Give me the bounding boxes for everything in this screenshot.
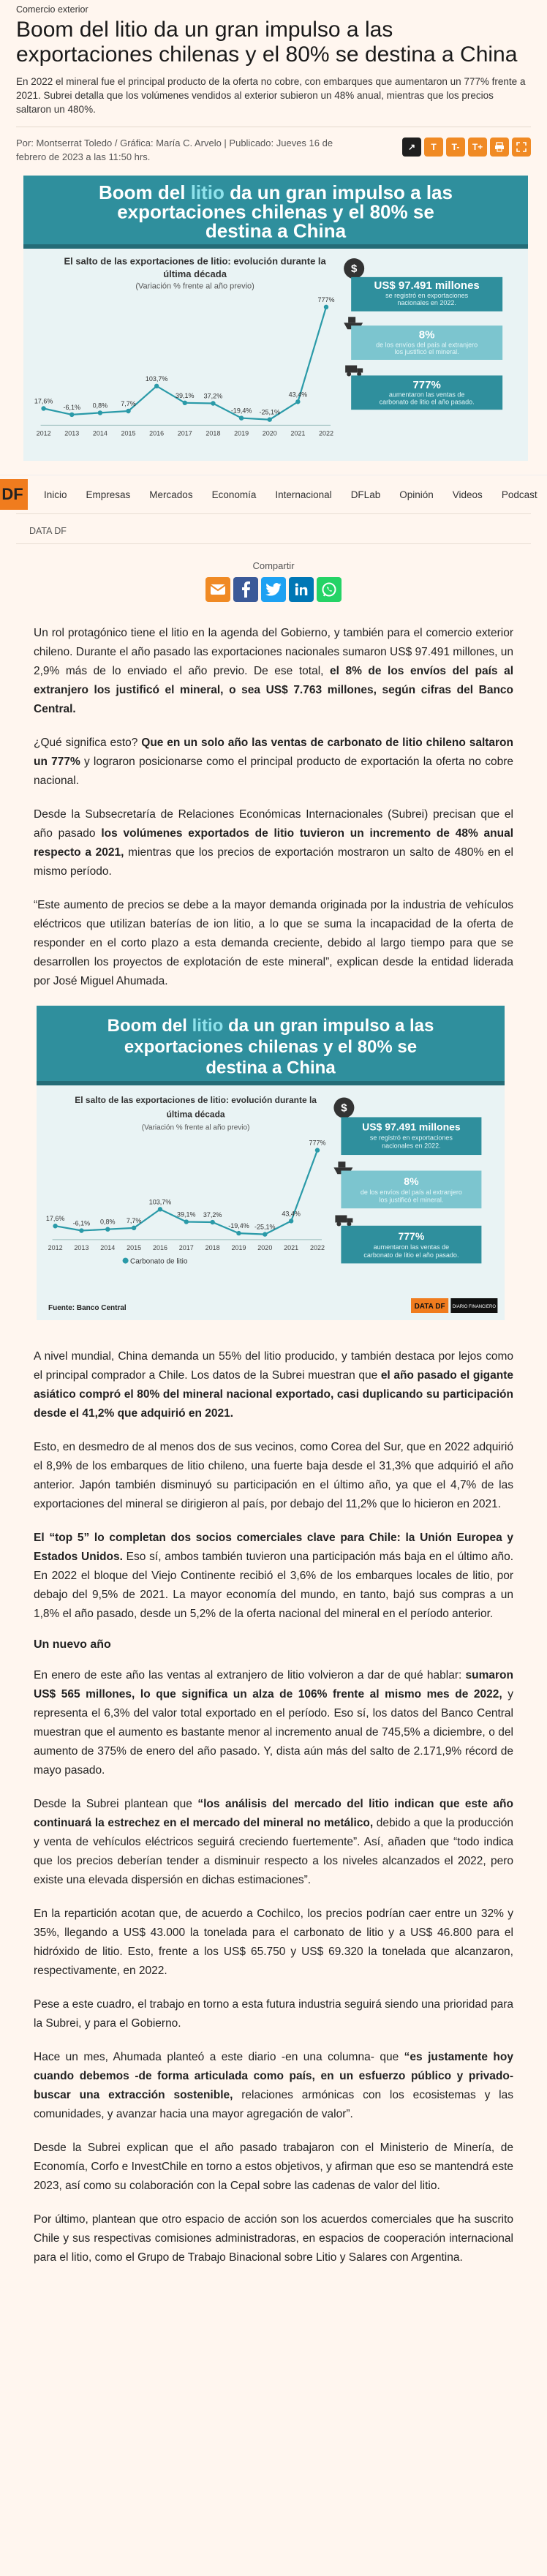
diario-financiero-logo-text: DIARIO FINANCIERO <box>452 1305 497 1309</box>
x-tick-label: 2016 <box>149 429 165 437</box>
infographic-title-line2: exportaciones chilenas y el 80% se <box>124 1036 418 1057</box>
data-point <box>69 413 74 417</box>
x-tick-label: 2021 <box>284 1243 299 1251</box>
font-larger-button[interactable]: T+ <box>468 138 487 157</box>
data-label: 777% <box>317 295 335 304</box>
chart-subtitle: última década <box>166 1109 225 1120</box>
stat-text: se registró en exportaciones <box>369 1134 453 1142</box>
data-point <box>210 1220 214 1224</box>
section-label[interactable]: Comercio exterior <box>16 4 88 15</box>
infographic-bottom <box>37 1006 505 1324</box>
nav-item-internacional[interactable]: Internacional <box>275 489 332 500</box>
paragraph-13: Desde la Subrei explican que el año pasado trabajaron con el Ministerio de Minería, de Economía, Corfo e InvestChile en torno a estos objetivos, y afirman que eso se mantendrá este 2023, así como su colaboración con la Cepal sobre las cadenas de valor del litio. <box>34 2142 513 2192</box>
data-point <box>263 1232 267 1236</box>
data-point <box>98 410 102 415</box>
data-label: 17,6% <box>45 1215 65 1223</box>
nav-item-dflab[interactable]: DFLab <box>350 489 381 500</box>
data-label: 37,2% <box>203 392 223 400</box>
nav-item-podcast[interactable]: Podcast <box>501 489 537 500</box>
stat-text: los justificó el mineral. <box>379 1196 444 1204</box>
x-tick-label: 2014 <box>92 429 107 437</box>
bold-run: “los análisis del mercado del litio indican que este año continuará la estrechez en el mercado del mineral no metálico, <box>34 1798 513 1829</box>
stat-value: 777% <box>398 1230 425 1243</box>
paragraph-12 <box>34 2048 513 2124</box>
paragraph-5 <box>34 1347 513 1423</box>
title-part: Boom del <box>107 1016 192 1036</box>
share-buttons <box>0 577 547 602</box>
data-label: 777% <box>309 1139 326 1147</box>
x-tick-label: 2018 <box>205 1243 220 1251</box>
data-point <box>126 409 130 413</box>
legend-marker <box>123 1258 129 1264</box>
x-tick-label: 2020 <box>262 429 277 437</box>
text-run: Desde la Subrei plantean que <box>34 1798 198 1810</box>
share-label: Compartir <box>252 560 295 571</box>
x-tick-label: 2012 <box>36 429 51 437</box>
chart-subtitle: El salto de las exportaciones de litio: evolución durante la <box>75 1095 317 1106</box>
data-point <box>132 1226 136 1230</box>
infographic-title-line2: exportaciones chilenas y el 80% se <box>117 200 434 223</box>
data-label: 0,8% <box>92 402 108 410</box>
data-point <box>158 1207 162 1211</box>
text-run: Eso sí, ambos también tuvieron una participación más baja en el último año. En 2022 el bloque del Viejo Continente recibió el 3,6% de los embarques locales de litio, por debajo del 9,5% de 2021. La mayor economía del mundo, en tanto, bajó sus compras a un 1,8% el año pasado, desde un 5,2% de la oferta nacional del mineral en el período anterior. <box>34 1551 514 1620</box>
divider <box>16 543 531 544</box>
nav-item-inicio[interactable]: Inicio <box>44 489 67 500</box>
title-part: da un gran impulso a las <box>224 181 453 203</box>
bold-run: el 8% de los envíos del país al extranjero los justificó el mineral, o sea US$ 7.763 millones, según cifras del Banco Central. <box>34 665 513 715</box>
font-smaller-button[interactable]: T- <box>446 138 465 157</box>
data-point <box>289 1219 293 1223</box>
paragraph-4: “Este aumento de precios se debe a la mayor demanda originada por la industria de vehículos eléctricos que utilizan baterías de ion litio, a lo que se suma la incapacidad de la oferta de responder en el corto plazo a esta demanda creciente, debido al largo tiempo para que se desarrollen los proyectos de explotación de este mineral”, explican desde la entidad liderada por José Miguel Ahumada. <box>34 899 513 987</box>
stat-text: de los envíos del país al extranjero <box>376 341 478 349</box>
bold-run: Que en un solo año las ventas de carbonato de litio chileno saltaron un 777% <box>34 737 513 768</box>
paragraph-8 <box>34 1666 513 1780</box>
chart-subtitle: (Variación % frente al año previo) <box>135 282 254 291</box>
data-label: -19,4% <box>228 1222 249 1230</box>
paragraph-3 <box>34 805 513 881</box>
x-tick-label: 2015 <box>127 1243 142 1251</box>
nav-item-econom-a[interactable]: Economía <box>211 489 257 500</box>
stat-value: 777% <box>412 378 441 391</box>
stat-value: 8% <box>418 328 435 342</box>
whatsapp-share-icon[interactable] <box>317 577 342 602</box>
title-part: da un gran impulso a las <box>223 1016 434 1036</box>
data-point <box>154 384 159 388</box>
article-body-continued <box>0 1347 547 2267</box>
data-label: -25,1% <box>259 408 280 416</box>
title-part-highlight: litio <box>190 181 225 203</box>
data-label: 103,7% <box>148 1198 172 1206</box>
x-tick-label: 2013 <box>74 1243 89 1251</box>
x-tick-label: 2019 <box>234 429 249 437</box>
subheading-nuevo-ano: Un nuevo año <box>34 1638 111 1651</box>
x-tick-label: 2014 <box>100 1243 116 1251</box>
data-point <box>41 406 45 410</box>
x-tick-label: 2016 <box>152 1243 167 1251</box>
text-run: y lograron posicionarse como el principal producto de exportación la oferta no cobre nacional. <box>34 756 513 787</box>
article-tools <box>402 138 531 157</box>
paragraph-9 <box>34 1795 513 1890</box>
paragraph-14: Por último, plantean que otro espacio de acción son los acuerdos comerciales que ha suscrito Chile y sus respectivas comisiones administradoras, en espacios de cooperación internacional para el litio, como el Grupo de Trabajo Binacional sobre Litio y Salares con Argentina. <box>34 2213 513 2264</box>
linkedin-share-icon[interactable] <box>289 577 314 602</box>
data-label: -19,4% <box>230 407 252 415</box>
infographic-title-line3: destina a China <box>205 1058 336 1078</box>
article-title: Boom del litio da un gran impulso a las exportaciones chilenas y el 80% se destina a China <box>16 18 518 67</box>
stat-value: US$ 97.491 millones <box>362 1121 461 1133</box>
chart-subtitle: última década <box>163 268 227 279</box>
title-part-highlight: litio <box>192 1016 224 1036</box>
x-tick-label: 2012 <box>48 1243 63 1251</box>
text-run: En enero de este año las ventas al extranjero de litio volvieron a dar de qué hablar: <box>34 1669 466 1681</box>
font-default-button[interactable]: T <box>424 138 443 157</box>
paragraph-6: Esto, en desmedro de al menos dos de sus vecinos, como Corea del Sur, que en 2022 adquirió el 8,9% de los embarques de litio chileno, una fuerte baja desde el 31,3% que adquirió el año anterior. Japón también disminuyó su participación en el último año, ya que el 4,7% de las exportaciones del mineral se dirigieron al país, por debajo del 11,2% que lo hicieron en 2021. <box>34 1441 513 1510</box>
x-tick-label: 2018 <box>205 429 221 437</box>
dollar-icon <box>333 1098 354 1118</box>
text-run: Un rol protagónico tiene el litio en la agenda del Gobierno, y también para el comercio exterior chileno. Durante el año pasado las exportaciones nacionales sumaron US$ 97.491 millones, un 2,9% más de lo enviado el año previo. De ese total, <box>34 627 513 677</box>
article-body <box>0 624 547 991</box>
bold-run: El “top 5” lo completan dos socios comerciales clave para Chile: la Unión Europea y Estados Unidos. <box>34 1532 513 1563</box>
paragraph-11: Pese a este cuadro, el trabajo en torno a esta futura industria seguirá siendo una prioridad para la Subrei, y para el Gobierno. <box>34 1998 513 2030</box>
data-label: -6,1% <box>72 1219 91 1227</box>
main-nav <box>0 475 547 513</box>
infographic-title-line1 <box>107 1016 434 1036</box>
text-run: ¿Qué significa esto? <box>34 737 142 749</box>
data-label: 7,7% <box>126 1216 142 1224</box>
data-label: 17,6% <box>34 397 53 405</box>
stat-text: se registró en exportaciones <box>385 291 469 299</box>
data-label: 0,8% <box>100 1218 116 1226</box>
x-tick-label: 2022 <box>309 1243 325 1251</box>
data-point <box>236 1231 241 1235</box>
chart-subtitle: El salto de las exportaciones de litio: evolución durante la <box>64 255 326 267</box>
bold-run: los volúmenes exportados de litio tuvieron un incremento de 48% anual respecto a 2021, <box>34 827 514 859</box>
legend-label: Carbonato de litio <box>130 1257 188 1266</box>
text-run: debido a que la producción y venta de vehículos eléctricos seguirá creciendo fuertemente”. Así, añaden que “todo indica que los precios deberían tender a disminuir respecto a los niveles alcanzados el 2022, pero existe una elevada dispersión en dichas estimaciones”. <box>34 1817 514 1886</box>
data-point <box>239 415 244 420</box>
paragraph-10: En la repartición acotan que, de acuerdo a Cochilco, los precios podrían caer entre un 32% y 35%, llegando a US$ 43.000 la tonelada para el carbonato de litio y a US$ 46.800 para el hidróxido de litio. Esto, frente a los US$ 65.750 y US$ 69.320 la tonelada que alcanzaron, respectivamente, en 2022. <box>34 1907 513 1977</box>
x-tick-label: 2017 <box>178 1243 194 1251</box>
data-label: 103,7% <box>145 374 168 383</box>
data-point <box>211 401 215 405</box>
data-point <box>53 1224 57 1228</box>
byline: Por: Montserrat Toledo / Gráfica: María C. Arvelo | Publicado: Jueves 16 de febrero de 2023 a las 11:50 hrs. <box>16 138 333 162</box>
x-tick-label: 2022 <box>318 429 334 437</box>
dollar-icon <box>344 258 364 279</box>
nav-item-opini-n[interactable]: Opinión <box>399 489 434 500</box>
data-point <box>295 399 300 404</box>
bold-run: “es justamente hoy cuando debemos -de forma articulada como país, en un esfuerzo público y privado- buscar una extracción sostenible, <box>34 2051 513 2101</box>
infographic-svg-top <box>23 176 528 461</box>
data-label: 43,4% <box>282 1210 301 1218</box>
data-df-logo-text: DATA DF <box>414 1303 445 1311</box>
df-logo[interactable]: DF <box>0 479 28 510</box>
infographic-title-line3: destina a China <box>205 219 347 242</box>
nav-item-videos[interactable]: Videos <box>452 489 483 500</box>
x-tick-label: 2019 <box>231 1243 246 1251</box>
text-run: A nivel mundial, China demanda un 55% del litio producido, y también destaca por lejos como el principal comprador a Chile. Los datos de la Subrei muestran que <box>34 1350 513 1382</box>
text-run: relaciones armónicas con los ecosistemas y las comunidades, y avanzar hacia una mayor agregación de valor”. <box>34 2089 513 2120</box>
stat-value: US$ 97.491 millones <box>374 279 480 293</box>
email-share-icon[interactable] <box>205 577 230 602</box>
data-point <box>268 417 272 421</box>
svg-text:$: $ <box>350 263 358 276</box>
stat-text: los justificó el mineral. <box>394 348 459 356</box>
infographic-header-strip <box>37 1081 505 1085</box>
data-point <box>79 1228 83 1232</box>
title-part: Boom del <box>99 181 191 203</box>
twitter-share-icon[interactable] <box>261 577 286 602</box>
data-point <box>184 1219 189 1224</box>
svg-text:$: $ <box>341 1101 347 1115</box>
text-run: mientras que los precios de exportación mostraron un salto de 480% en el mismo período. <box>34 846 513 878</box>
bold-run: el año pasado el gigante asiático compró el 80% del mineral nacional exportado, casi duplicando su participación desde el 41,2% que adquirió en 2021. <box>34 1369 513 1420</box>
data-df-label: DATA DF <box>29 526 67 536</box>
data-label: 37,2% <box>203 1211 222 1219</box>
stat-text: de los envíos del país al extranjero <box>360 1188 462 1196</box>
stat-text: nacionales en 2022. <box>397 299 456 307</box>
x-tick-label: 2017 <box>177 429 192 437</box>
nav-item-empresas[interactable]: Empresas <box>86 489 131 500</box>
nav-item-mercados[interactable]: Mercados <box>149 489 193 500</box>
x-tick-label: 2013 <box>64 429 80 437</box>
text-run: Hace un mes, Ahumada planteó a este diario -en una columna- que <box>34 2051 404 2063</box>
paragraph-1 <box>34 624 513 719</box>
paragraph-2 <box>34 734 513 791</box>
facebook-share-icon[interactable] <box>233 577 258 602</box>
data-point <box>105 1227 110 1232</box>
infographic-svg-bottom <box>37 1006 505 1320</box>
x-tick-label: 2021 <box>290 429 306 437</box>
data-label: -25,1% <box>254 1223 276 1231</box>
data-point <box>315 1148 320 1152</box>
stat-value: 8% <box>404 1175 419 1187</box>
source-label: Fuente: Banco Central <box>48 1304 127 1312</box>
data-point <box>324 305 328 309</box>
article-lead: En 2022 el mineral fue el principal producto de la oferta no cobre, con embarques que aumentaron un 777% frente a 2021. Subrei detalla que los volúmenes vendidos al exterior subieron un 48% anual, mientras que los precios saltaron un 480%. <box>16 76 526 115</box>
data-point <box>183 401 187 405</box>
data-label: -6,1% <box>63 403 80 411</box>
data-label: 43,4% <box>288 391 308 399</box>
fullscreen-icon[interactable] <box>512 138 531 157</box>
chart-subtitle: (Variación % frente al año previo) <box>141 1123 250 1132</box>
stat-text: carbonato de litio el año pasado. <box>363 1251 459 1259</box>
data-label: 39,1% <box>176 391 195 399</box>
stat-text: aumentaron las ventas de <box>388 391 465 399</box>
data-label: 7,7% <box>121 399 136 407</box>
infographic-top <box>23 176 528 464</box>
x-tick-label: 2015 <box>121 429 136 437</box>
text-run: y representa el 6,3% del valor total exportado en el período. Eso sí, los datos del Banco Central muestran que el aumento es bastante menor al incremento anual de 745,5% a diciembre, o del aumento de 375% de enero del año pasado. Y, dista aún más del salto de 2.171,9% récord de mayo pasado. <box>34 1688 513 1777</box>
stat-text: nacionales en 2022. <box>382 1142 441 1150</box>
data-label: 39,1% <box>177 1210 196 1219</box>
stat-text: aumentaron las ventas de <box>373 1243 450 1251</box>
x-tick-label: 2020 <box>257 1243 273 1251</box>
stat-text: carbonato de litio el año pasado. <box>379 398 475 406</box>
share-arrow-icon[interactable]: ↗ <box>402 138 421 157</box>
bold-run: sumaron US$ 565 millones, lo que significa un alza de 106% frente al mismo mes de 2022, <box>34 1669 513 1701</box>
text-run: Desde la Subsecretaría de Relaciones Económicas Internacionales (Subrei) precisan que el año pasado <box>34 808 513 840</box>
infographic-header-strip <box>23 244 528 249</box>
print-icon[interactable] <box>490 138 509 157</box>
paragraph-7 <box>34 1529 513 1624</box>
